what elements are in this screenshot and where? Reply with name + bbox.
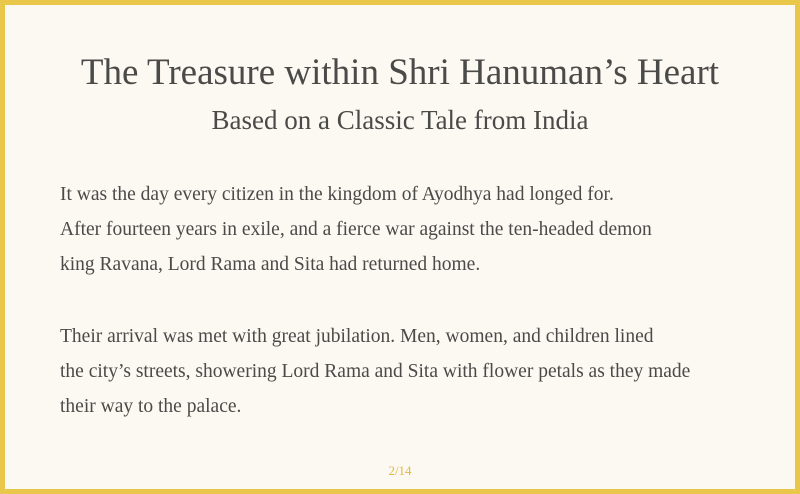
paragraph-line: Their arrival was met with great jubilation. Men, women, and children lined — [60, 326, 654, 347]
paragraph-line: the city’s streets, showering Lord Rama and Sita with flower petals as they made — [60, 361, 691, 382]
paragraph-1 — [60, 177, 652, 282]
paragraph-line: It was the day every citizen in the kingdom of Ayodhya had longed for. — [60, 184, 614, 205]
paragraph-line: their way to the palace. — [60, 396, 242, 417]
paragraph-line: king Ravana, Lord Rama and Sita had returned home. — [60, 254, 481, 275]
page-number: 2/14 — [388, 463, 412, 478]
paragraph-line: After fourteen years in exile, and a fierce war against the ten-headed demon — [60, 219, 652, 240]
paragraph-2 — [60, 319, 690, 424]
story-title: The Treasure within Shri Hanuman’s Heart — [80, 52, 720, 93]
story-subtitle: Based on a Classic Tale from India — [211, 105, 589, 135]
